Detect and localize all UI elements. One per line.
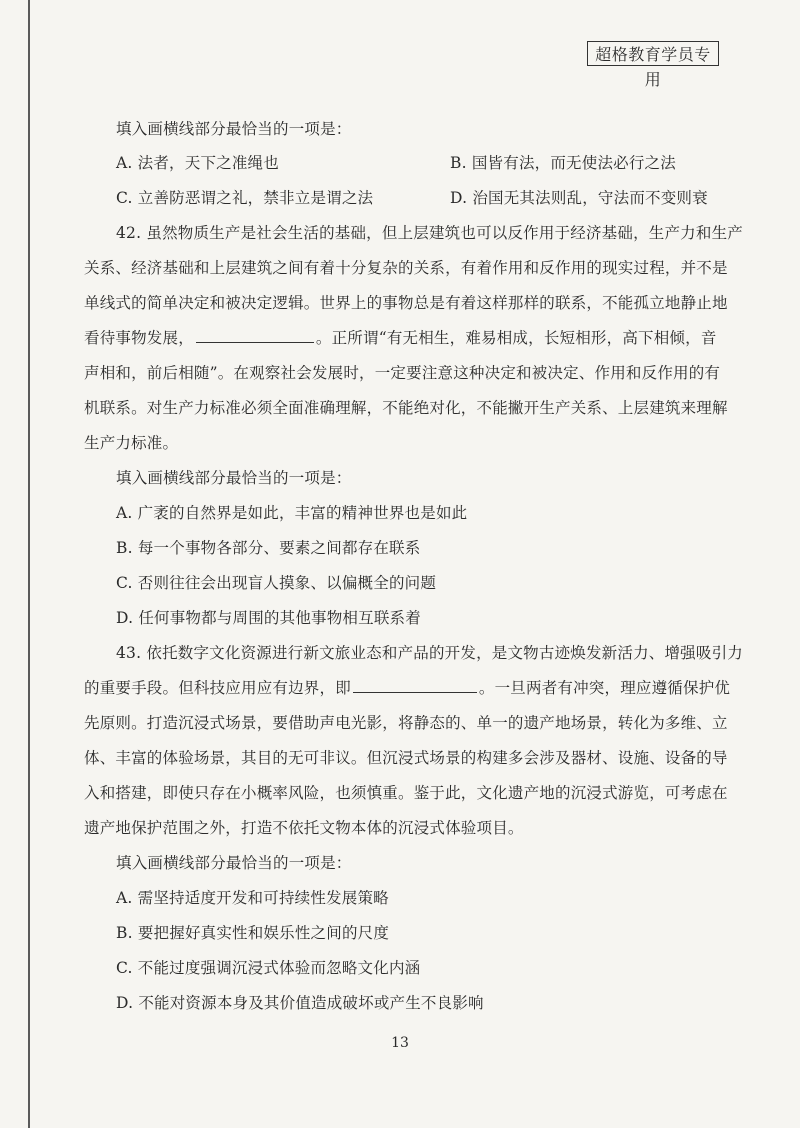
option-c: C. 不能过度强调沉浸式体验而忽略文化内涵 [116, 959, 421, 977]
option-c: C. 否则往往会出现盲人摸象、以偏概全的问题 [116, 574, 437, 592]
binding-line [28, 0, 30, 1128]
question-prompt: 填入画横线部分最恰当的一项是： [116, 469, 352, 487]
question-42-text: 机联系。对生产力标准必须全面准确理解，不能绝对化，不能撇开生产关系、上层建筑来理解 [84, 399, 728, 417]
answer-blank [196, 329, 314, 343]
question-43-text [84, 676, 730, 698]
text-segment: 看待事物发展， [84, 329, 194, 347]
option-a: A. 需坚持适度开发和可持续性发展策略 [116, 889, 389, 907]
header-stamp: 超格教育学员专用 [587, 41, 719, 66]
question-42-text: 生产力标准。 [84, 434, 179, 452]
question-43-text: 先原则。打造沉浸式场景，要借助声电光影，将静态的、单一的遗产地场景，转化为多维、立 [84, 714, 728, 732]
question-43-text: 43. 依托数字文化资源进行新文旅业态和产品的开发，是文物古迹焕发新活力、增强吸引力 [116, 644, 743, 662]
option-b: B. 国皆有法，而无使法必行之法 [450, 154, 676, 172]
option-b: B. 要把握好真实性和娱乐性之间的尺度 [116, 924, 390, 942]
question-42-text: 关系、经济基础和上层建筑之间有着十分复杂的关系，有着作用和反作用的现实过程，并不是 [84, 259, 728, 277]
question-43-text: 入和搭建，即使只存在小概率风险，也须慎重。鉴于此，文化遗产地的沉浸式游览，可考虑在 [84, 784, 728, 802]
text-segment: 的重要手段。但科技应用应有边界，即 [84, 679, 351, 697]
page-number: 13 [391, 1035, 409, 1051]
question-42-text [84, 326, 717, 348]
option-d: D. 不能对资源本身及其价值造成破坏或产生不良影响 [116, 994, 484, 1012]
option-b: B. 每一个事物各部分、要素之间都存在联系 [116, 539, 421, 557]
question-43-text: 体、丰富的体验场景，其目的无可非议。但沉浸式场景的构建多会涉及器材、设施、设备的导 [84, 749, 728, 767]
option-a: A. 广袤的自然界是如此，丰富的精神世界也是如此 [116, 504, 468, 522]
question-43-text: 遗产地保护范围之外，打造不依托文物本体的沉浸式体验项目。 [84, 819, 524, 837]
text-segment: 。一旦两者有冲突，理应遵循保护优 [478, 679, 731, 697]
text-segment: 。正所谓“有无相生，难易相成，长短相形，高下相倾，音 [315, 329, 717, 347]
question-prompt: 填入画横线部分最恰当的一项是： [116, 120, 352, 138]
option-a: A. 法者，天下之准绳也 [116, 154, 279, 172]
question-42-text: 声相和，前后相随”。在观察社会发展时，一定要注意这种决定和被决定、作用和反作用的有 [84, 364, 721, 382]
question-42-text: 42. 虽然物质生产是社会生活的基础，但上层建筑也可以反作用于经济基础，生产力和生产 [116, 224, 743, 242]
question-prompt: 填入画横线部分最恰当的一项是： [116, 854, 352, 872]
question-42-text: 单线式的简单决定和被决定逻辑。世界上的事物总是有着这样那样的联系，不能孤立地静止地 [84, 294, 728, 312]
answer-blank [353, 679, 477, 693]
option-d: D. 治国无其法则乱，守法而不变则衰 [450, 189, 708, 207]
option-d: D. 任何事物都与周围的其他事物相互联系着 [116, 609, 421, 627]
option-c: C. 立善防恶谓之礼，禁非立是谓之法 [116, 189, 374, 207]
